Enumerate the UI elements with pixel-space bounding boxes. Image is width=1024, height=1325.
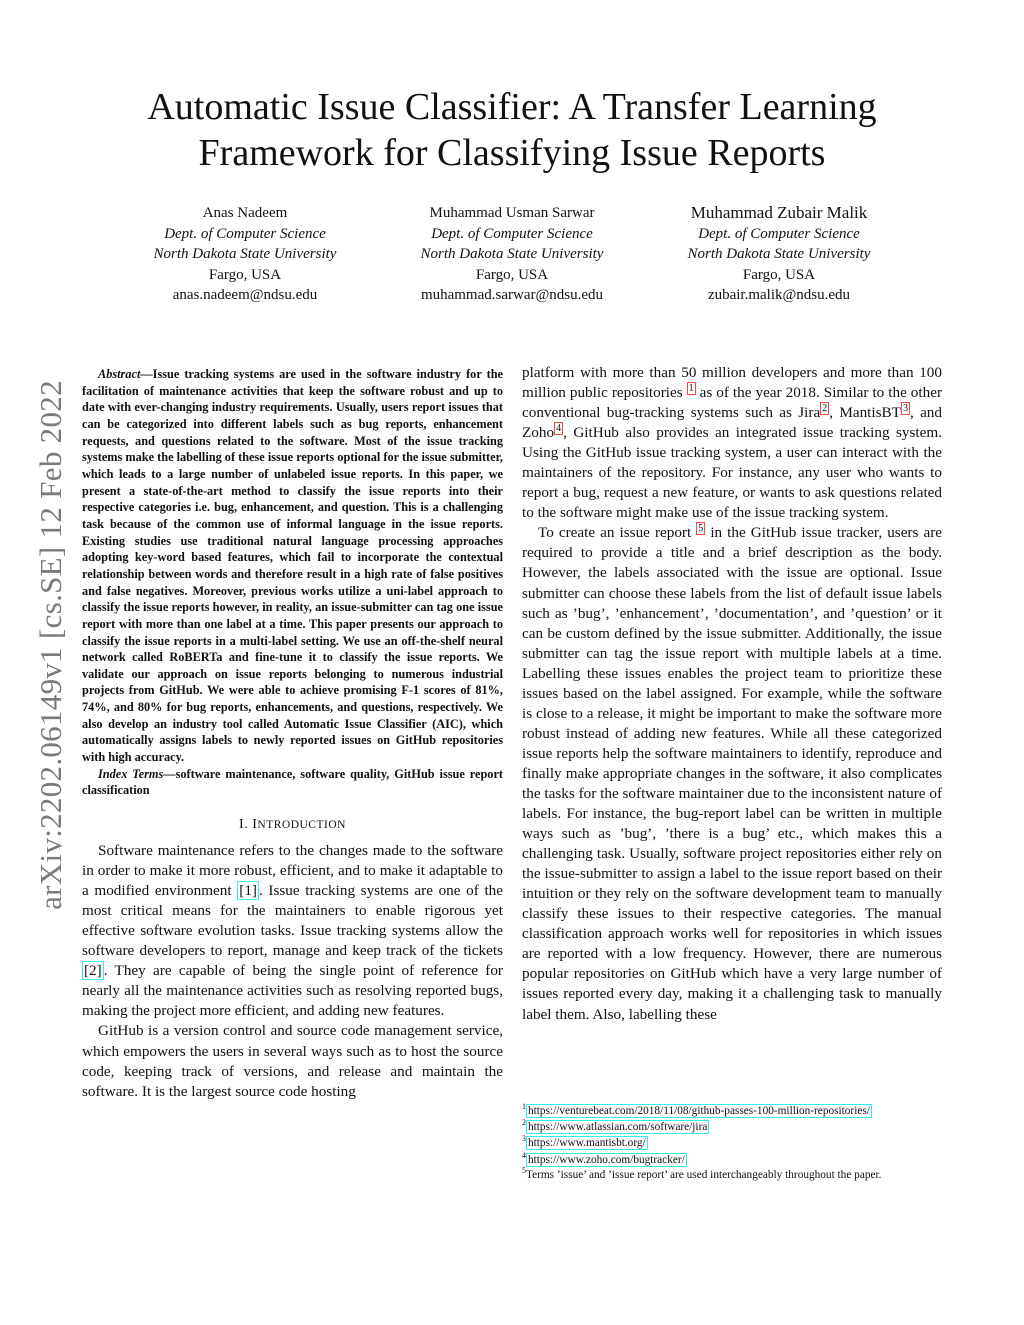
footnote-number: 3 [522, 1134, 526, 1144]
text-run: . Issue tracking systems are one of the most critical means for the maintainers to enable rigorous yet effective software evolution tasks. Issue tracking systems allow the software developers to report, manage and keep track of the tickets [82, 882, 503, 960]
abstract [82, 366, 503, 766]
text-run: To create an issue report [538, 524, 697, 542]
paper-title [60, 84, 964, 176]
author-name: Anas Nadeem [202, 205, 288, 221]
footnote-marker[interactable]: 5 [698, 523, 704, 535]
author-university: North Dakota State University [420, 246, 604, 263]
text-run: in the GitHub issue tracker, users are required to provide a title and a brief description as the body. However, the labels associated with the issue are optional. Issue submitter can choose these labels from the list of default issue labels such as ’bug’, ’enhancement’, ’documentation’, and ’question’ or it can be custom defined by the issue submitter. Additionally, the issue submitter can tag the issue report with multiple labels at a time. Labelling these issues enables the project team to prioritize these issues based on the label assigned. For example, while the software is close to a release, it might be important to make the software more robust instead of adding new features. While all these categorized issue reports help the software maintainers to identify, reproduce and finally make appropriate changes in the software, it also complicates the tasks for the software maintainer due to the inconsistent nature of labels. For instance, the bug-report label can be written in multiple ways such as ’bug’, ’there is a bug’ etc., which makes this a challenging task. Usually, software project repositories either rely on the issue-submitter to assign a label to the issue report based on their intuition or they rely on the software development team to manually classify these issues to their respective categories. The manual classification approach works well for repositories in which issues are reported with a low frequency. However, there are numerous popular repositories on GitHub which have a very large number of issues reported every day, making it a challenging task to manually label them. Also, labelling these [522, 524, 942, 1023]
citation-link[interactable]: [1] [239, 882, 257, 900]
citation-link[interactable]: [2] [84, 962, 102, 980]
author-university: North Dakota State University [687, 246, 871, 263]
abstract-text: —Issue tracking systems are used in the software industry for the facilitation of maintenance activities that keep the software robust and up to date with ever-changing industry requirements. Usually, users report issues that can be categorized into different labels such as bug reports, enhancement requests, and questions related to the software. Most of the issue tracking systems make the labelling of these issue reports optional for the issue submitter, which leads to a large number of unlabeled issue reports. In this paper, we present a state-of-the-art method to classify the issue reports into their respective categories i.e. bug, enhancement, and question. This is a challenging task because of the common use of informal language in the issue reports. Existing studies use traditional natural language processing approaches adopting key-word based features, which fail to incorporate the contextual relationship between words and therefore result in a high rate of false positives and false negatives. Moreover, previous works utilize a uni-label approach to classify the issue reports however, in reality, an issue-submitter can tag one issue report with more than one label at a time. This paper presents our approach to classify the issue reports in a multi-label setting. We use an off-the-shelf neural network called RoBERTa and fine-tune it to classify the issue reports. We validate our approach on issue reports belonging to numerous industrial projects from GitHub. We were able to achieve promising F-1 scores of 81%, 74%, and 80% for bug reports, enhancements, and questions, respectively. We also develop an industry tool called Automatic Issue Classifier (AIC), which automatically assigns labels to newly reported issues on GitHub repositories with high accuracy. [82, 367, 503, 765]
author-email[interactable]: zubair.malik@ndsu.edu [707, 287, 851, 304]
abstract-label: Abstract [98, 367, 141, 381]
text-run: , MantisBT [829, 404, 901, 422]
author-email[interactable]: muhammad.sarwar@ndsu.edu [420, 287, 604, 304]
footnote-4 [522, 1152, 942, 1168]
index-terms [82, 766, 503, 799]
author-dept: Dept. of Computer Science [431, 225, 593, 242]
text-run: , and Zoho [522, 404, 942, 442]
footnote-number: 2 [522, 1118, 526, 1128]
author-block-3 [649, 203, 909, 306]
author-email[interactable]: anas.nadeem@ndsu.edu [172, 287, 318, 304]
author-city: Fargo, USA [475, 266, 549, 283]
author-name: Muhammad Zubair Malik [690, 203, 868, 222]
text-run: , GitHub also provides an integrated issue tracking system. Using the GitHub issue tracking system, a user can interact with the maintainers of the repository. For instance, any user who wants to report a bug, request a new feature, or wants to ask questions related to the software might make use of the issue tracking system. [522, 424, 942, 522]
text-run: as of the year 2018. Similar to the other conventional bug-tracking systems such as Jira [522, 384, 943, 422]
author-city: Fargo, USA [208, 266, 282, 283]
text-run: platform with more than 50 million developers and more than 100 million public repositories [522, 364, 942, 402]
index-terms-label: Index Terms [98, 766, 164, 781]
footnote-number: 4 [522, 1150, 526, 1160]
right-paragraph-1 [522, 363, 942, 523]
intro-paragraph-2: GitHub is a version control and source code management service, which empowers the users in several ways such as to host the source code, keeping track of versions, and release and maintain the software. It is the largest source code hosting [82, 1022, 503, 1100]
footnote-text: Terms ’issue’ and ’issue report’ are used interchangeably throughout the paper. [526, 1168, 882, 1181]
footnote-number: 5 [522, 1166, 526, 1176]
section-heading [82, 817, 503, 833]
title-line-1: Automatic Issue Classifier: A Transfer Learning [147, 86, 877, 128]
footnote-url[interactable]: https://www.atlassian.com/software/jira [528, 1121, 708, 1134]
author-dept: Dept. of Computer Science [164, 225, 326, 242]
footnote-2 [522, 1119, 942, 1135]
footnote-number: 1 [522, 1102, 526, 1112]
index-terms-text: —software maintenance, software quality, GitHub issue report classification [82, 766, 503, 798]
author-block-2 [382, 203, 642, 306]
footnote-marker[interactable]: 2 [822, 403, 828, 415]
footnote-5 [522, 1168, 942, 1183]
title-line-2: Framework for Classifying Issue Reports [198, 132, 826, 174]
footnotes [522, 1103, 942, 1183]
section-title-rest: NTRODUCTION [257, 819, 346, 832]
author-block-1 [115, 203, 375, 306]
right-column [522, 363, 942, 1025]
footnote-url[interactable]: https://venturebeat.com/2018/11/08/github-passes-100-million-repositories/ [528, 1105, 870, 1117]
author-city: Fargo, USA [742, 266, 816, 283]
footnote-marker[interactable]: 1 [688, 382, 694, 394]
arxiv-stamp: arXiv:2202.06149v1 [cs.SE] 12 Feb 2022 [33, 380, 68, 910]
right-paragraph-2 [522, 523, 942, 1024]
footnote-url[interactable]: https://www.zoho.com/bugtracker/ [528, 1153, 685, 1166]
left-column [82, 366, 503, 1102]
footnote-1 [522, 1103, 942, 1119]
section-title-first: I [252, 817, 258, 833]
section-number: I. [239, 817, 249, 833]
text-run: Software maintenance refers to the changes made to the software in order to make it more robust, efficient, and to make it adaptable to a modified environment [82, 842, 503, 900]
footnote-3 [522, 1135, 942, 1151]
author-dept: Dept. of Computer Science [698, 225, 860, 242]
footnote-url[interactable]: https://www.mantisbt.org/ [528, 1137, 646, 1150]
author-university: North Dakota State University [153, 246, 337, 263]
author-name: Muhammad Usman Sarwar [429, 205, 595, 221]
text-run: . They are capable of being the single point of reference for nearly all the maintenance activities such as resolving reported bugs, making the project more efficient, and adding new features. [82, 962, 503, 1020]
footnote-marker[interactable]: 3 [902, 403, 908, 415]
footnote-marker[interactable]: 4 [556, 423, 562, 435]
intro-paragraph-1 [82, 841, 503, 1021]
